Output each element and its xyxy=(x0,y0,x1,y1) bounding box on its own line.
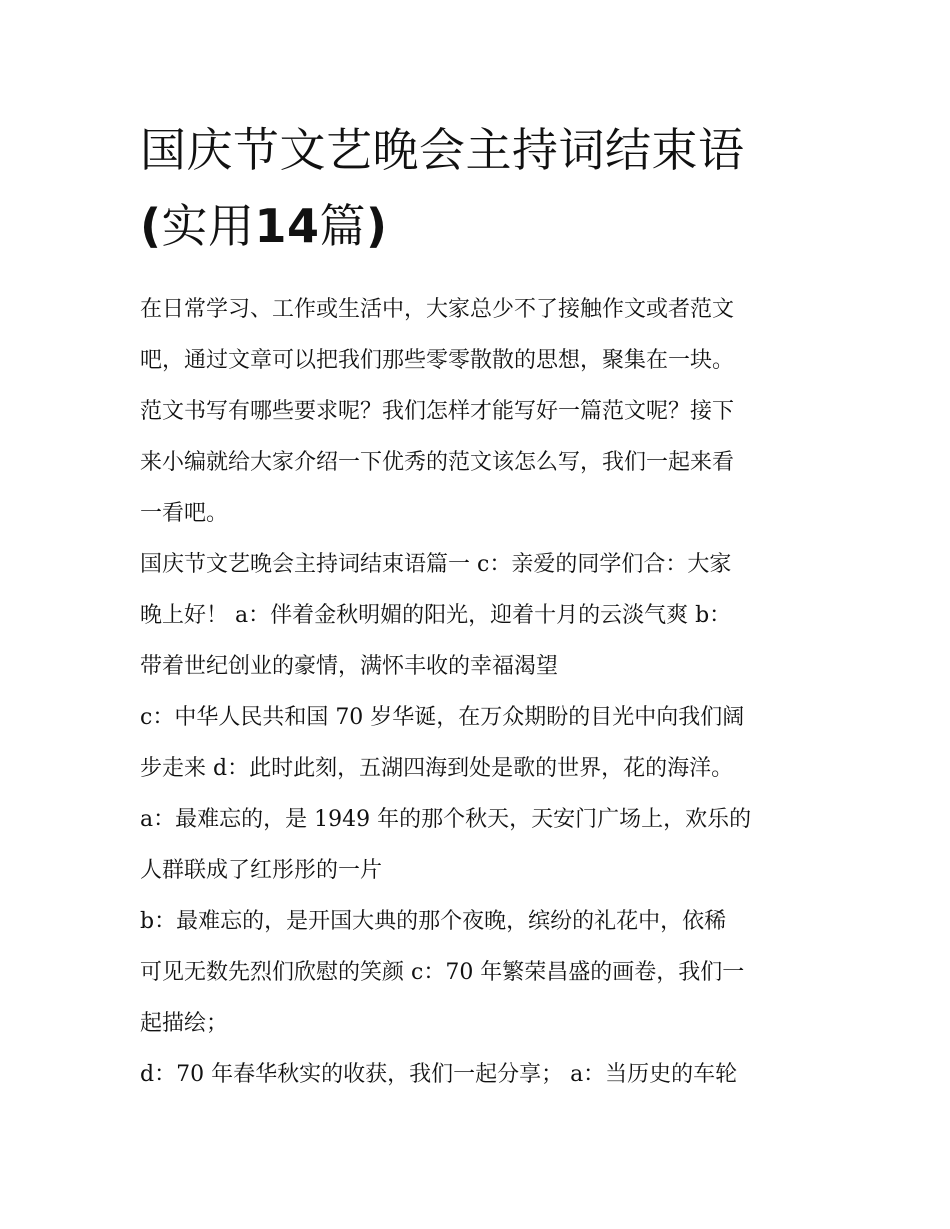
title-close-paren: ) xyxy=(366,199,388,253)
text-line: 可见无数先烈们欣慰的笑颜 c：70 年繁荣昌盛的画卷，我们一 xyxy=(140,960,745,985)
body-paragraph xyxy=(140,692,812,794)
title-subtitle-text-2: 篇 xyxy=(319,199,367,253)
text-line: 带着世纪创业的豪情，满怀丰收的幸福渴望 xyxy=(140,654,559,679)
document-page xyxy=(140,112,812,1100)
document-body xyxy=(140,284,812,1100)
text-line: 人群联成了红彤彤的一片 xyxy=(140,858,383,883)
text-line: 在日常学习、工作或生活中，大家总少不了接触作文或者范文 xyxy=(140,297,735,322)
title-subtitle-text-1: 实用 xyxy=(161,199,255,253)
text-line: 晚上好！ a：伴着金秋明媚的阳光，迎着十月的云淡气爽 b： xyxy=(140,603,732,628)
text-line: 起描绘； xyxy=(140,1011,229,1036)
text-line: a：最难忘的，是 1949 年的那个秋天，天安门广场上，欢乐的 xyxy=(140,807,752,832)
text-line: c：中华人民共和国 70 岁华诞，在万众期盼的目光中向我们阔 xyxy=(140,705,745,730)
body-paragraph xyxy=(140,1049,812,1100)
text-line: 一看吧。 xyxy=(140,501,229,526)
text-line: d：70 年春华秋实的收获，我们一起分享； a：当历史的车轮 xyxy=(140,1062,738,1087)
body-paragraph xyxy=(140,539,812,692)
text-line: 国庆节文艺晚会主持词结束语篇一 c：亲爱的同学们合：大家 xyxy=(140,552,732,577)
text-line: 来小编就给大家介绍一下优秀的范文该怎么写，我们一起来看 xyxy=(140,450,735,475)
intro-paragraph xyxy=(140,284,812,539)
title-line-1: 国庆节文艺晚会主持词结束语 xyxy=(140,123,745,177)
text-line: 范文书写有哪些要求呢？我们怎样才能写好一篇范文呢？接下 xyxy=(140,399,735,424)
body-paragraph xyxy=(140,794,812,896)
text-line: 吧，通过文章可以把我们那些零零散散的思想，聚集在一块。 xyxy=(140,348,735,373)
text-line: 步走来 d：此时此刻，五湖四海到处是歌的世界，花的海洋。 xyxy=(140,756,734,781)
body-paragraph xyxy=(140,896,812,1049)
text-line: b：最难忘的，是开国大典的那个夜晚，缤纷的礼花中，依稀 xyxy=(140,909,727,934)
title-count-number: 14 xyxy=(254,199,320,253)
document-title xyxy=(140,112,812,264)
title-open-paren: ( xyxy=(140,199,162,253)
title-line-2 xyxy=(140,188,812,264)
